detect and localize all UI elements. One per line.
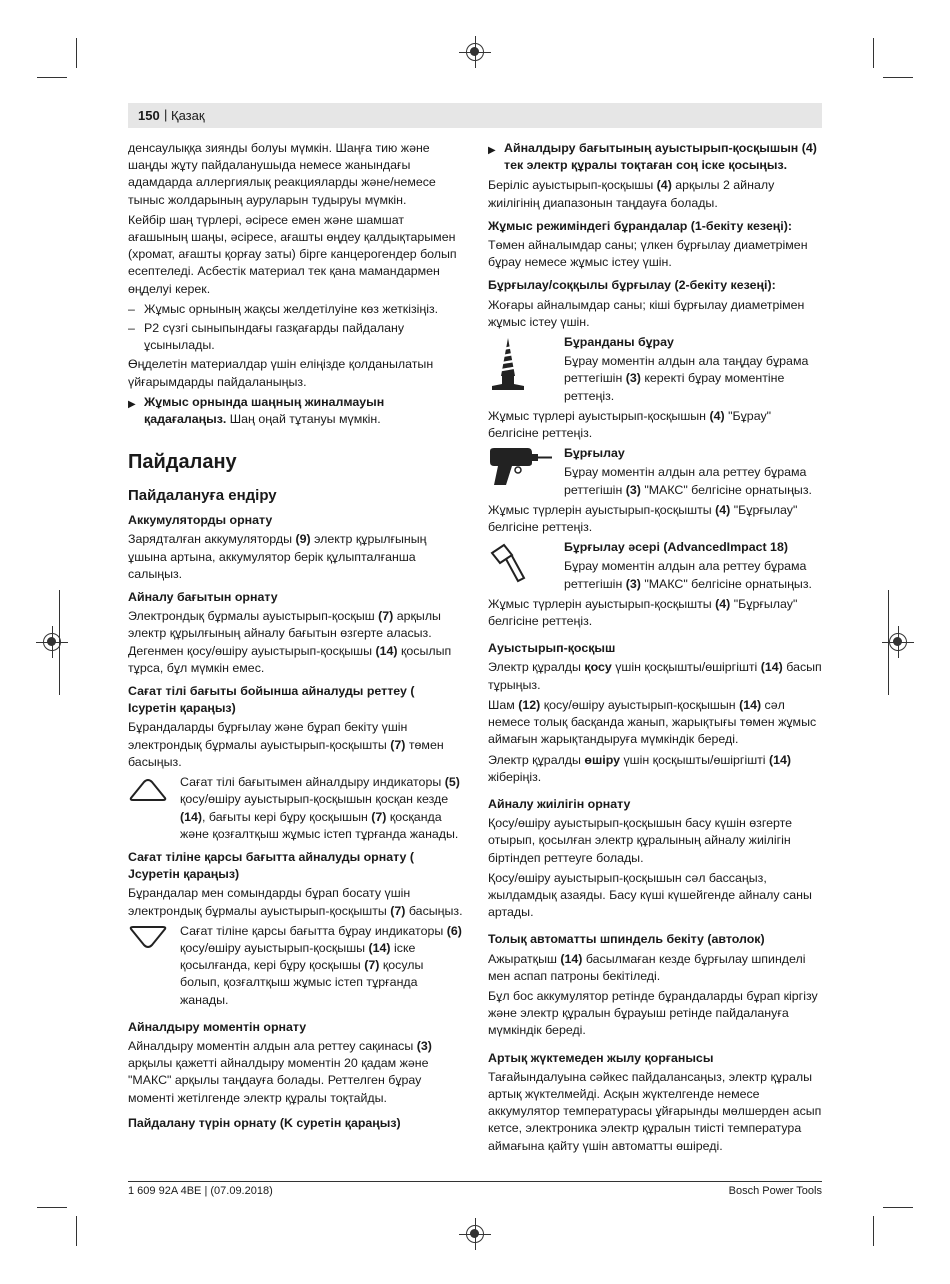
warning-item: ▶ Жұмыс орнында шаңның жиналмауын қадағалаңыз. Шаң оңай тұтануы мүмкін.: [128, 394, 464, 428]
paragraph: Қосу/өшіру ауыстырып-қосқышын басу күшін өзгерте отырып, қосылған электр құралының айналу жиілігін біртіндеп реттеуге болады.: [488, 816, 793, 865]
indicator-row: Сағат тіліне қарсы бағытта бұрау индикаторы (6) қосу/өшіру ауыстырып-қосқышы (14) іске қосылғанда, кері бұру қосқышы (7) қосулы болып, қозғалтқыш жұмыс істеп тұрғанда жанады.: [128, 923, 464, 1009]
left-column: [128, 140, 464, 1134]
paragraph: Беріліс ауыстырып-қосқышы (4) арқылы 2 айналу жиілігінің диапазонын таңдауға болады.: [488, 178, 775, 210]
heading: Айналу жиілігін орнату: [488, 796, 631, 811]
warning-item: ▶ Айналдыру бағытының ауыстырып-қосқышын (4) тек электр құралы тоқтаған соң іске қосыңыз.: [488, 140, 822, 174]
heading: Толық автоматты шпиндель бекіту (автолок): [488, 932, 765, 947]
mode-screw: [488, 334, 822, 405]
heading: Артық жүктемеден жылу қорғанысы: [488, 1050, 714, 1065]
paragraph: Зарядталған аккумуляторды (9) электр құрылғының ұшына артына, аккумулятор берік құлыпталғанша салыңыз.: [128, 532, 427, 581]
section-title: Пайдалану: [128, 451, 237, 474]
screw-icon: [488, 334, 564, 405]
mode-impact: [488, 539, 822, 593]
paragraph: Жоғары айналымдар саны; кіші бұрғылау диаметрімен жұмыс істеу үшін.: [488, 297, 805, 329]
list-item: – P2 сүзгі сыныпындағы газқағарды пайдалану ұсынылады.: [128, 321, 405, 353]
triangle-down-icon: [128, 923, 180, 1009]
paragraph: Бұрау моментін алдын ала реттеу бұрама реттегішін (3) "МАКС" белгісіне орнатыңыз.: [564, 465, 812, 497]
crop-mark: [883, 1207, 913, 1208]
crop-mark: [59, 590, 60, 695]
mode-drill: [488, 445, 822, 499]
crop-mark: [76, 38, 77, 68]
heading: Ауыстырып-қосқыш: [488, 641, 616, 656]
footer-doc-number: 1 609 92A 4BE | (07.09.2018): [128, 1185, 273, 1197]
registration-mark-icon: [466, 1225, 484, 1243]
paragraph: Бұрау моментін алдын ала таңдау бұрама реттегішін (3) керекті бұрау моментіне реттеңіз.: [564, 354, 809, 403]
crop-mark: [76, 1216, 77, 1246]
heading: Бұрғылау/соққылы бұрғылау (2-бекіту кезеңі):: [488, 278, 776, 293]
paragraph: Айналдыру моментін алдын ала реттеу сақинасы (3) арқылы қажетті айналдыру моментін 20 қадам және "МАКС" арқылы таңдауға болады. Реттелген бұрау моменті жетілгенде электр құралы тоқтайды.: [128, 1038, 432, 1105]
list-item: – Жұмыс орнының жақсы желдетілуіне көз жеткізіңіз.: [128, 301, 439, 316]
triangle-up-icon: [128, 774, 180, 843]
crop-mark: [873, 38, 874, 68]
page-header: [128, 103, 822, 128]
paragraph: Жұмыс түрлерін ауыстырып-қосқышты (4) "Бұрғылау" белгісіне реттеңіз.: [488, 596, 798, 629]
paragraph: Жұмыс түрлері ауыстырып-қосқышын (4) "Бұрау" белгісіне реттеңіз.: [488, 408, 772, 441]
paragraph: Электр құралды қосу үшін қосқышты/өшіргішті (14) басып тұрыңыз.: [488, 660, 822, 692]
heading: Пайдалану түрін орнату (K суретін қараңыз): [128, 1115, 401, 1130]
subsection-title: Пайдалануға ендіру: [128, 487, 277, 505]
heading: Бұранданы бұрау: [564, 335, 674, 350]
header-separator: |: [164, 107, 168, 122]
heading: Сағат тіліне қарсы бағытта айналуды орнату ( Jсуретін қараңыз): [128, 849, 414, 882]
paragraph: Электрондық бұрмалы ауыстырып-қосқыш (7) арқылы электр құрылғының айналу бағытын өзгерте аласыз. Дегенмен қосу/өшіру ауыстырып-қосқышы (14) қосылып тұрса, бұл мүмкін емес.: [128, 609, 452, 675]
right-column: [488, 140, 822, 1158]
paragraph: Төмен айналымдар саны; үлкен бұрғылау диаметрімен бұрау немесе жұмыс істеу үшін.: [488, 238, 808, 270]
heading: Жұмыс режиміндегі бұрандалар (1-бекіту кезеңі):: [488, 218, 792, 233]
heading: Бұрғылау әсері (AdvancedImpact 18): [564, 540, 788, 555]
page-number: 150: [138, 108, 160, 123]
crop-mark: [888, 590, 889, 695]
paragraph: Электр құралды өшіру үшін қосқышты/өшіргішті (14) жіберіңіз.: [488, 752, 792, 784]
indicator-row: Сағат тілі бағытымен айналдыру индикаторы (5) қосу/өшіру ауыстырып-қосқышын қосқан кезде (14), бағыты кері бұру қосқышын (7) қосқанда және қозғалтқыш жұмыс істеп тұрғанда жанады.: [128, 774, 464, 843]
hammer-icon: [488, 539, 564, 593]
crop-mark: [37, 77, 67, 78]
paragraph: Жұмыс түрлерін ауыстырып-қосқышты (4) "Бұрғылау" белгісіне реттеңіз.: [488, 502, 798, 535]
paragraph: Бұл бос аккумулятор ретінде бұрандаларды бұрап кіргізу және электр құралын бұрауыш ретінде пайдалануға мүмкіндік береді.: [488, 988, 818, 1038]
paragraph: Тағайындалуына сәйкес пайдалансаңыз, электр құралы артық жүктелмейді. Асқын жүктелгенде немесе аккумулятор температурасы ұйғарынды мөлшерден асып кетсе, электроника электр құралын тиісті температура аймағына қайту үшін автоматты өшіреді.: [488, 1069, 822, 1153]
paragraph: денсаулыққа зиянды болуы мүмкін. Шаңға тию және шаңды жұту пайдаланушыда немесе жанындағы адамдарда аллергиялық реакцияларды және/немесе тыныс жолдарының ауруларын тудыруы мүмкін.: [128, 141, 436, 207]
footer-rule: [128, 1181, 822, 1182]
paragraph: Қосу/өшіру ауыстырып-қосқышын сәл бассаңыз, жылдамдық азаяды. Басу күші күшейгенде айналу саны артады.: [488, 870, 812, 920]
header-language: Қазақ: [171, 108, 205, 123]
paragraph: Шам (12) қосу/өшіру ауыстырып-қосқышын (14) сәл немесе толық басқанда жанып, жарықтығы төмен жұмыс аймағын жарықтандыруға мүмкіндік береді.: [488, 697, 817, 747]
crop-mark: [873, 1216, 874, 1246]
paragraph: Ажыратқыш (14) басылмаған кезде бұрғылау шпинделі мен аспап патроны бекітіледі.: [488, 951, 806, 983]
heading: Айналдыру моментін орнату: [128, 1019, 307, 1034]
drill-icon: [488, 445, 564, 499]
footer-brand: Bosch Power Tools: [728, 1185, 822, 1197]
paragraph: Өңделетін материалдар үшін еліңізде қолданылатын үйғарымдарды пайдаланыңыз.: [128, 357, 434, 389]
paragraph: Бұрандалар мен сомындарды бұрап босату үшін электрондық бұрмалы ауыстырып-қосқышты (7) басыңыз.: [128, 886, 463, 918]
crop-mark: [37, 1207, 67, 1208]
paragraph: Кейбір шаң түрлері, әсіресе емен және шамшат ағашының шаңы, әсіресе, ағашты өңдеу қалдықтарымен (хромат, ағашты қорғау заты) бірге канцерогендер болып есептеледі. Асбестік материал тек қана мамандармен өңделуі керек.: [128, 212, 457, 296]
crop-mark: [883, 77, 913, 78]
heading: Айналу бағытын орнату: [128, 590, 278, 605]
paragraph: Бұрандаларды бұрғылау және бұрап бекіту үшін электрондық бұрмалы ауыстырып-қосқышты (7) төмен басыңыз.: [128, 720, 444, 769]
arrow-bullet-icon: ▶: [488, 145, 496, 156]
heading: Сағат тілі бағыты бойынша айналуды реттеу ( Iсуретін қараңыз): [128, 684, 415, 716]
registration-mark-icon: [889, 633, 907, 651]
registration-mark-icon: [466, 43, 484, 61]
arrow-bullet-icon: ▶: [128, 398, 136, 410]
heading: Аккумуляторды орнату: [128, 513, 273, 528]
heading: Бұрғылау: [564, 446, 625, 461]
paragraph: Бұрау моментін алдын ала реттеу бұрама реттегішін (3) "МАКС" белгісіне орнатыңыз.: [564, 559, 812, 591]
